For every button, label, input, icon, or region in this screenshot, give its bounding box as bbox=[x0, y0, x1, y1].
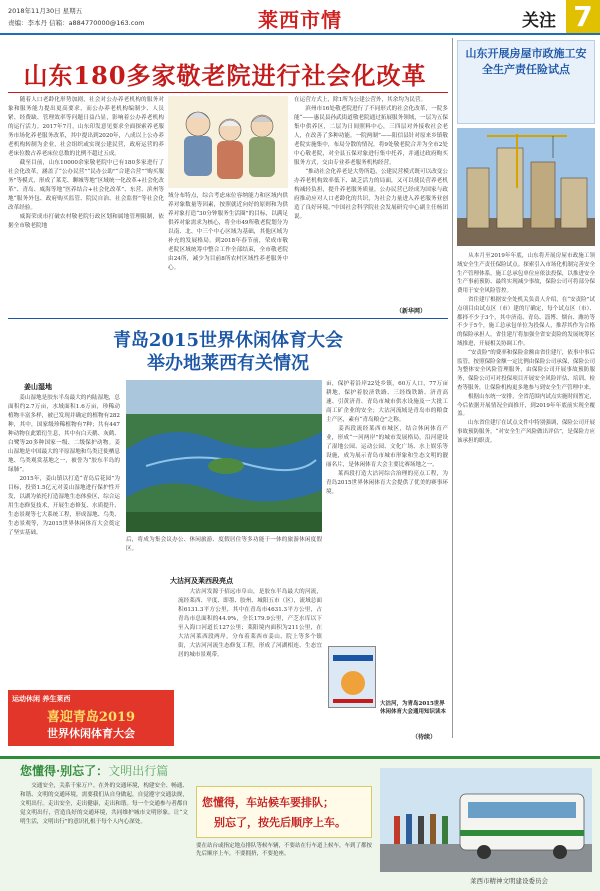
book-cover-drawing bbox=[329, 647, 376, 708]
article3-title-line2: 举办地莱西有关情况 bbox=[147, 353, 309, 374]
lake-text: 姜山湿地是胶东半岛最大的内陆湿地，总面积约2.7万亩，水域面积1.6万亩，珍稀动植物丰富多样，被已发现并确定的植物有282种，其中，国家级珍稀植物有7种；共有447种动物在此繁衍生息，其中有白天鹅、灰鹤、白鹭等20多种国家一级、二级保护动物。姜山湿地是中国最大的平原湿地和鸟类迁徙栖息地、鸟类观赏基地之一，被誉为“胶东半岛的绿肺”。 2015年，姜山镇以打造“青岛后花园”为目标，投资1.5亿元对姜山湿地进行保护性开发，以湖为依托打造湿地生态体验区，综合运用生态修复技术，开展生态修复、水质提升、生态景观等七大系统工程，形成湿地、鸟类、生态景观等，为2015世界休闲体育大会奠定了坚实基础。 bbox=[8, 395, 120, 536]
sports-poster bbox=[8, 690, 174, 746]
banner-title-main: 您懂得·别忘了： bbox=[20, 764, 109, 778]
lake2-title: 大沽河及莱西段亮点 bbox=[170, 576, 233, 585]
newspaper-logo: 莱西市情 bbox=[258, 8, 342, 32]
article3-source: （待续） bbox=[412, 734, 437, 741]
bus-queue-drawing bbox=[380, 768, 592, 872]
article3-title-line1: 青岛2015世界休闲体育大会 bbox=[112, 330, 344, 351]
poster-slogan: 运动休闲 养生莱西 bbox=[12, 694, 71, 703]
article1-col2: 域分布特点，综合考虑床位容纳能力和区域内供养对象数量等因素，按照就近向好的原则和为供养对象打造“30分钟服务生活圈”的目标，以满足供养对象需求为核心，将全市49所敬老院划分为以南、北、中三个中心区域为基础，其他区域为补充的发展格局。到2018年春节前，荣成市敬老院区域统筹中整合工作全部结束，全市敬老院由24所，减少为目前8所农村区域性养老服务中心。 bbox=[168, 193, 288, 271]
issue-date: 2018年11月30日 星期五 bbox=[8, 7, 83, 15]
article2-body: 从本月至2019年年底，山东将开展房屋市政施工领域安全生产责任保险试点。探索引入市场化机制完善安全生产管理体系，施工总承包单位应依法投保，以推进安全生产事前预防、最终实现减少事故，保险公司可将部分保费用于安全风险管控。 省住建厅根据安全处机关负责人介绍，在“安责险”试点项目由试点区（市）建的厅确定，每个试点区（市）、都择不少于3个，其中济南、青岛、淄博、烟台、潍坊等不少于5个，施工总承包单位为投保人，推荐其作为合格的保险承担人，省住建厅将加强全省安责险的发展统筹区域推进，开展相关协调工作。 “安责险”的费率和保险金额由省住建厅，依事中事后监管，按照保险金额一定比例由保险公司承保，保险公司为整体安全风险管理服务，由保险公司开展事故预防服务，保险公司可对投保项目开展安全风险评估、培训、检查等服务，让保险机构更多地参与到安全生产管理中来。 根据山东统一安排，全省范围内试点实施时间暂定，今后依据开展情况全面推开，到2019年年底前实现全覆盖。 山东省住建厅在试点文件中特别强调，保险公司开展事故预防服务，“对安全生产风险做出评估”，是保险方应该承担的职责。 bbox=[457, 253, 595, 444]
article1-col1: 随着人口老龄化形势加剧，社会对公办养老机构的服务对象和服务能力提出更高要求，而公办养老机构编制少、人员紧、经费缺、管理效率等问题日益凸显，影响着公办养老机构的运行活力。2017年7月，山东印发意见要求全面探索养老服务市场化养老服务改革，其中提出到2020年，八成以上公办养老机构转制为企业，社会组织或实现公建民营，政府运营的养老床位数占养老床位总数的比例不超过五成。 截至目前，山东10000余家敬老院中已有180多家进行了社会化改革，涵盖了“公办民营”“民办公助”“合建合营”“购买服务”等模式，形成了莱芜、聊城等地“区域统一化改革+社会化改革”、青岛、威海等地“医养结合+社会化改革”、东营、滨州等地“服务外包、政府购买监管、院民自治、社会监督”等社会化改革经验。 威海荣成市打破农村敬老院行政区划和属地管理限制，依据全市敬老院地 bbox=[8, 97, 164, 229]
section-rule bbox=[8, 318, 448, 319]
header-rule bbox=[0, 33, 600, 35]
slogan-line2: 别忘了，按先后顺序上车。 bbox=[214, 816, 346, 829]
article2-title: 山东开展房屋市政施工安全生产责任险试点 bbox=[465, 47, 587, 76]
elders-illustration bbox=[168, 96, 288, 188]
banner-title-topic: 文明出行篇 bbox=[108, 764, 169, 778]
mid-text: 后，将成为集会议办公、休闲旅游、度假居住等多功能于一体的旅游休闲度假区。 bbox=[126, 537, 322, 552]
lake2-text: 大沽河发源于招远市阜山，是胶东半岛最大的河流，流经莱西、平度、即墨、胶州、城阳五市（区），流域总面积6131.3平方公里，其中在青岛市4631.3平方公里，占青岛市总面积的44.9%，全长179.9公里，产芝水库以下至入海口河道长127公里；莱阳境内面积为211公里，在大沽河莱西段两岸，分布着莱西市姜山、院上等多个镇街，大沽河河流生态修复工程，形成了河湖相连、生态宜居的城市景观带。 bbox=[178, 589, 322, 658]
book-caption: 大沽河，为青岛2015世界休闲体育大会通用知识读本 bbox=[380, 701, 447, 715]
article1-title: 山东180多家敬老院进行社会化改革 bbox=[23, 61, 427, 90]
construction-photo bbox=[457, 128, 595, 246]
poster-headline: 喜迎青岛2019 bbox=[46, 710, 136, 725]
elders-drawing bbox=[168, 96, 288, 188]
slogan-line1: 您懂得，车站候车要排队； bbox=[202, 796, 334, 809]
page-number: 7 bbox=[566, 0, 600, 34]
banner-title bbox=[20, 762, 168, 779]
article1-col3: 在运营方式上，除1所为公建公营外，其余均为民营。 滨州市16处敬老院进行了不同形式的社会化改革，一院多能“——惠民县孙武街道敬老院通过拓展服务领域，一层为五保集中供养区，二层为日间照料中心，三四层对外接收社会老人，在改善了多种功能。一院两制”——阳信县针对原来乡镇敬老院实施集中，布局分散的情况，将9处敬老院合并为全市2处中心敬老院，对全县五保对象进行集中托养，并通过政府购买服务方式，交由专业养老服务机构经营。 “推动社会化养老是大势所趋，公建民营模式既可以改变公办养老机构效率低下、缺乏活力的局面，又可以使民营养老机构减轻负担，提升养老服务质量。公办民营已经成为国家与政府推动应对人口老龄化的共识，为社会力量进入养老服务业创造了良好环境。”中国社会科学院社会发展研究中心副主任杨团说。 bbox=[294, 97, 448, 220]
lake-title: 姜山湿地 bbox=[24, 382, 52, 391]
wetland-drawing bbox=[126, 380, 322, 532]
banner-caption: 要在站台或指定地点排队等候车辆，不要站在行车道上候车，车到了都按先后顺序上车，不要拥挤，不要抢座。 bbox=[196, 843, 373, 857]
article1-source: （新华网） bbox=[396, 308, 427, 315]
section-title: 关注 bbox=[522, 11, 556, 31]
poster-subline: 世界休闲体育大会 bbox=[47, 727, 135, 740]
bus-queue-photo bbox=[380, 768, 592, 872]
article3-col3: 亩，保护着沿岸22处乡镇，60万人口，77万亩耕地，保护着胶济铁路、三经线铁路、济青高速、引黄济青、青岛市城市供水设施及一大批工商工矿企业的安全；大沽河流域是青岛市的粮食主产区，素有“青岛粮仓”之称。 姜西段流经莱西市城区，结合休闲体育产业，形成“一河两岸”的城市发展格局，沿河建设了湿地公园、运动公园、文化广场、水上娱乐等设施，成为展示青岛市城市形象和生态文明的靓丽名片，是休闲体育大会主要比赛场地之一。 莱西段打造大沽河综合治理的亮点工程，为青岛2015世界休闲体育大会提供了优美的赛事环境。 bbox=[326, 381, 448, 495]
banner-credit: 莱西市精神文明建设委员会 bbox=[470, 877, 548, 885]
title-rule bbox=[8, 92, 448, 93]
wetland-photo bbox=[126, 380, 322, 532]
construction-drawing bbox=[457, 128, 595, 246]
editor-line: 责编：李本丹 信箱：a884770000@163.com bbox=[8, 19, 145, 27]
book-cover bbox=[328, 646, 376, 708]
banner-text: 交通安全，关系千家万户。在外的交通环境，构建安全、畅通、和谐、文明的交通环境，需要我们从自身做起，自觉遵守交通法规，文明出行。走出安全，走出健康，走出和谐。每一个交通参与者都自觉文明出行，营造良好的交通环境，共同维护城市文明形象。让“文明生活，文明出行”的意识扎根于每个人内心深处。 bbox=[20, 783, 188, 825]
column-divider bbox=[452, 38, 453, 738]
